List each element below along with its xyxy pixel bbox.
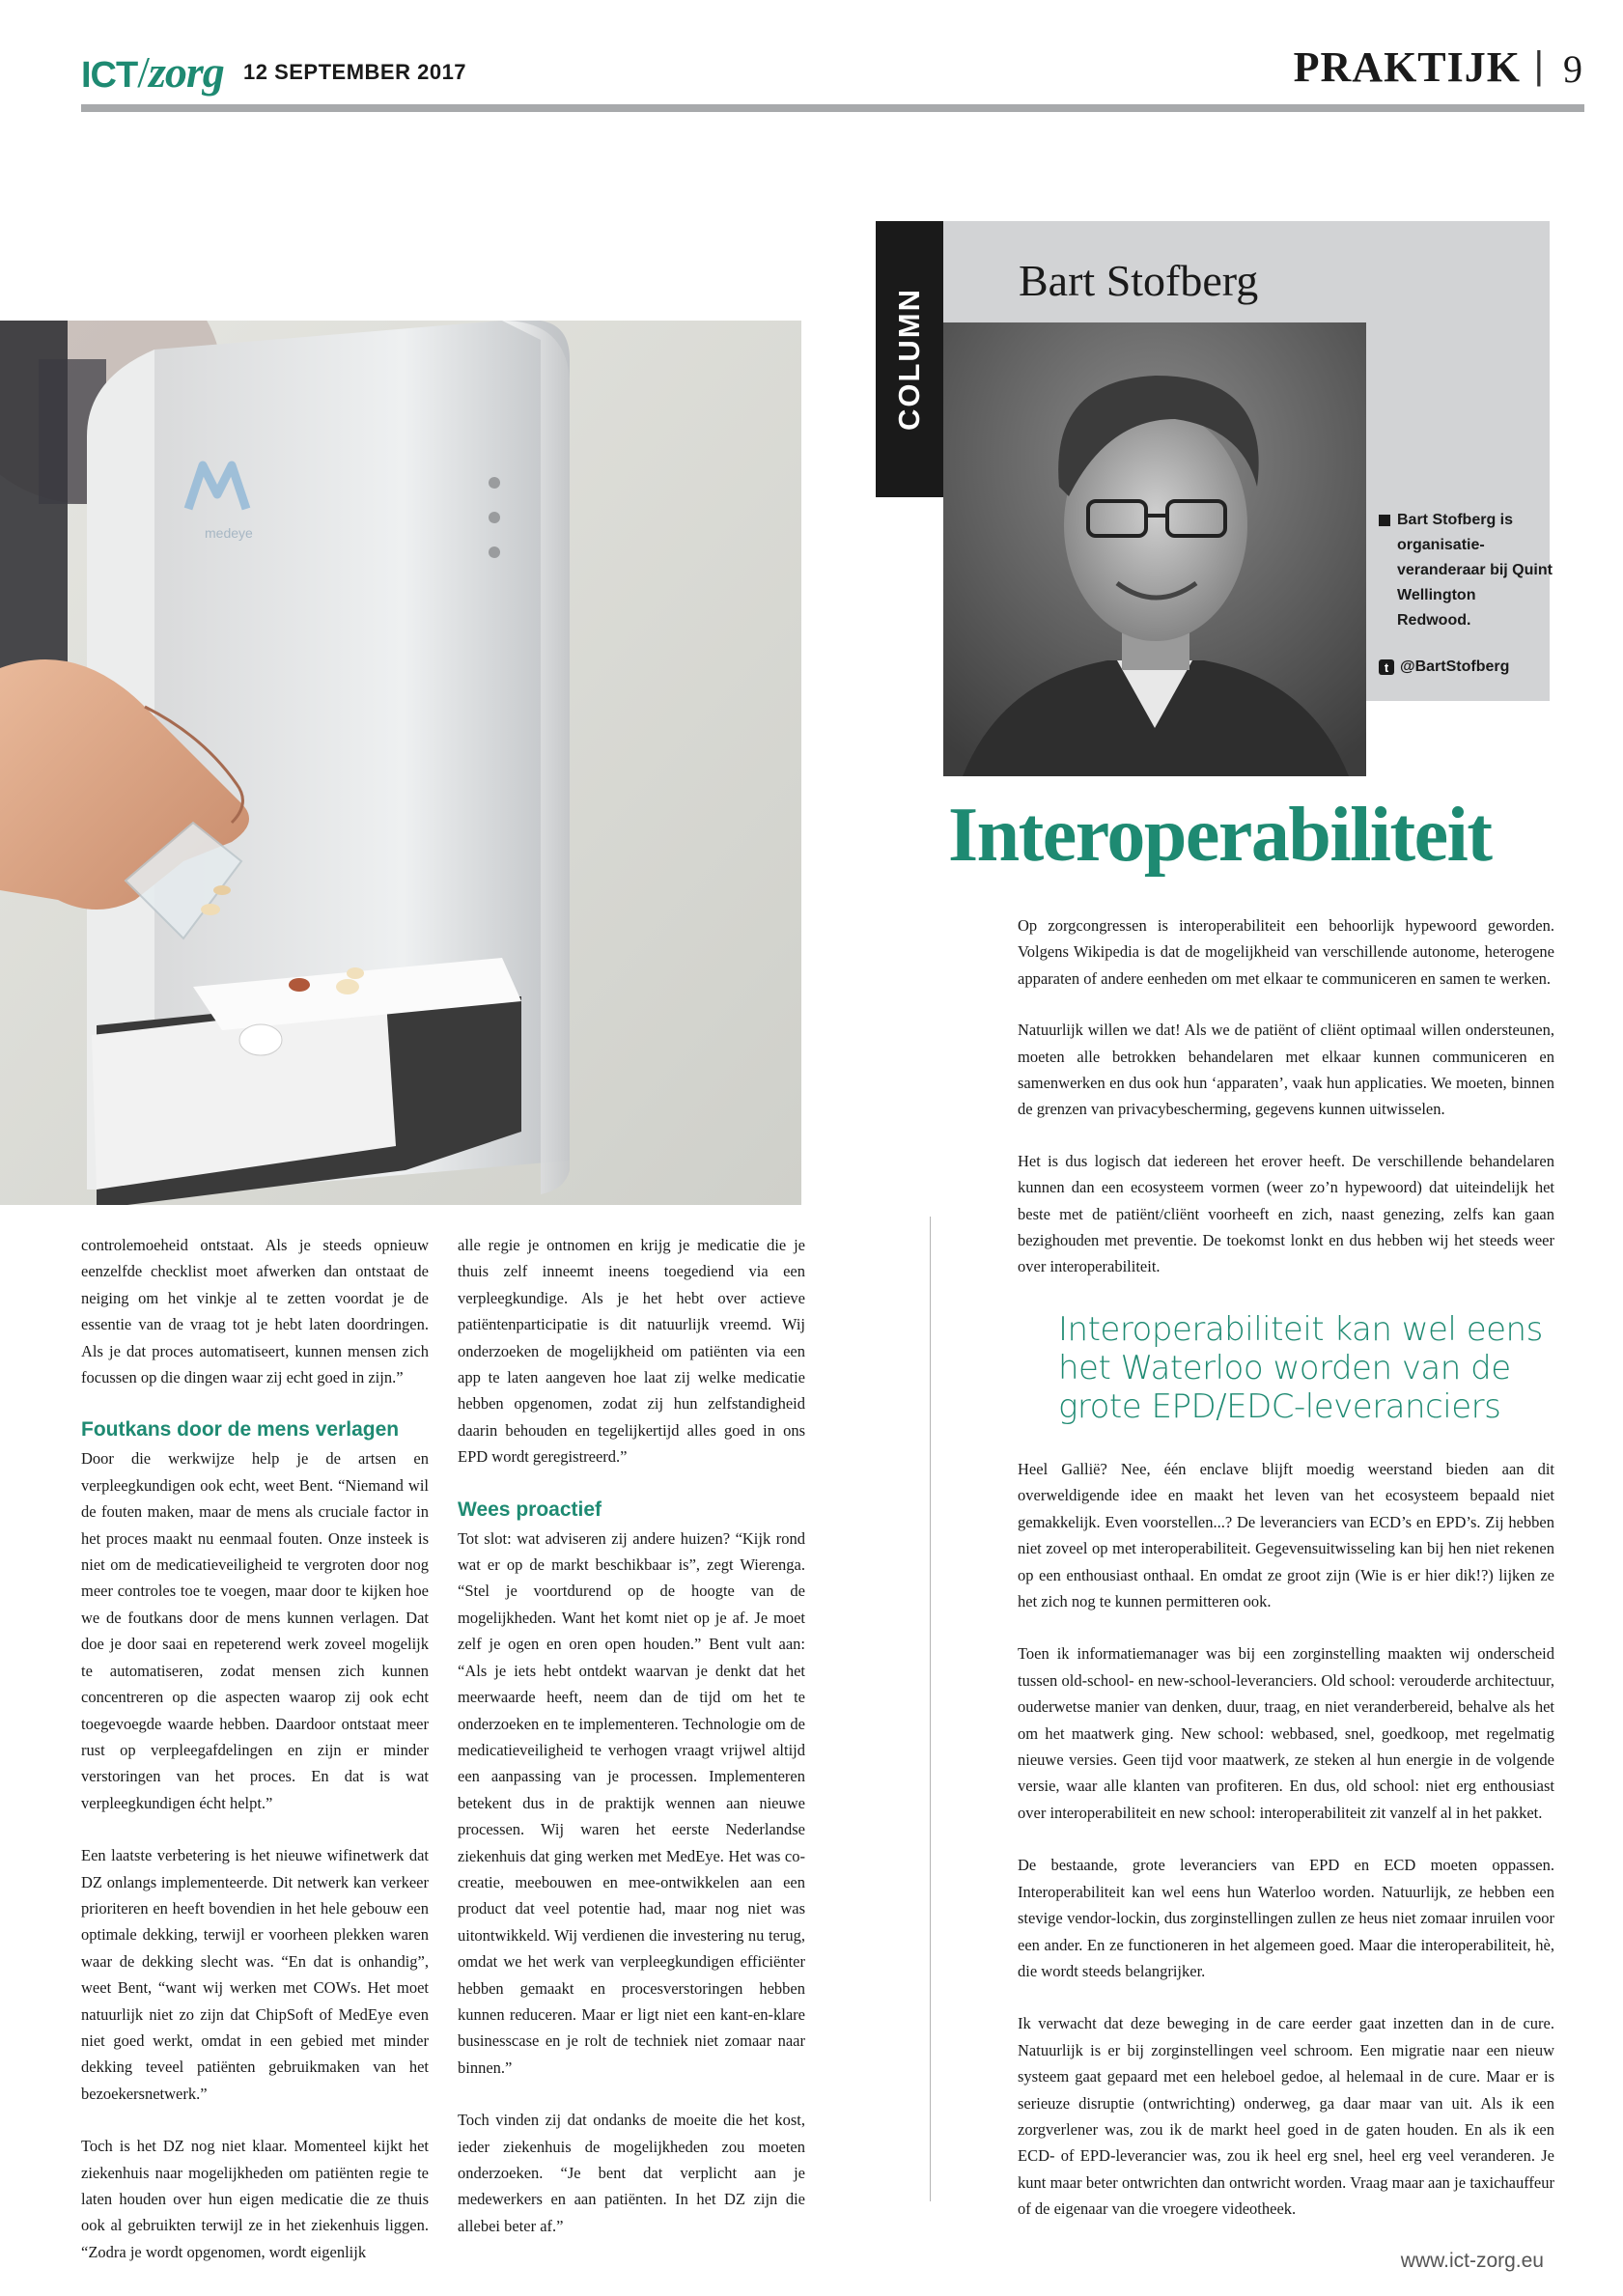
article-paragraph: alle regie je ontnomen en krijg je medicatie die je thuis zelf inneemt ineens toegediend via een verpleegkundige. Als je het hebt over actieve patiëntenparticipatie is dit natuurlijk vreemd. Wij onderzoeken de mogelijkheid om patiënten via een app te laten aangeven hoe laat zij welke medicatie hebben opgenomen, zodat zij hun zelfstandigheid daarin behouden en tegelijkertijd alles goed in ons EPD wordt geregistreerd.” [458, 1236, 805, 1467]
article-paragraph: Tot slot: wat adviseren zij andere huizen? “Kijk rond wat er op de markt beschikbaar is”, zegt Wierenga. “Stel je voortdurend op de hoogte van de mogelijkheden. Want het komt niet op je af. Je moet zelf je ogen en oren open houden.” Bent vult aan: “Als je iets hebt ontdekt waarvan je denkt dat het meerwaarde heeft, neem dan de tijd om het te onderzoeken en te implementeren. Technologie om de medicatieveiligheid te verhogen vraagt vrijwel altijd een aanpassing van je processen. Implementeren betekent dus in de praktijk wennen aan nieuwe processen. Wij waren het eerste Nederlandse ziekenhuis dat ging werken met MedEye. Het was co-creatie, meebouwen en mee-ontwikkelen aan een product dat veel potentie had, maar nog niet was uitontwikkeld. Wij verdienen die investering nu terug, omdat we het werk van verpleegkundigen efficiënter hebben gemaakt en procesverstoringen hebben kunnen reduceren. Maar er ligt niet een kant-en-klare businesscase en je rolt de techniek niet zomaar naar binnen.” [458, 1528, 805, 2077]
column-paragraph: De bestaande, grote leveranciers van EPD en ECD moeten oppassen. Interoperabiliteit kan wel eens hun Waterloo worden. Natuurlijk, ze hebben een stevige vendor-lockin, dus zorginstellingen zullen ze heus niet zomaar inruilen voor een ander. En ze functioneren in het algemeen goed. Maar die interoperabiliteit, hè, die wordt steeds belangrijker. [1018, 1856, 1554, 1980]
section-title: PRAKTIJK [1293, 43, 1521, 91]
column-paragraph: Ik verwacht dat deze beweging in de care eerder gaat inzetten dan in de cure. Natuurlijk is er bij zorginstellingen veel schroom. Een migratie naar een nieuw systeem gaat gepaard met een heleboel gedoe, al helemaal in de cure. Maar er is serieuze disruptie (ontwrichting) onderweg, ga daar maar van uit. Als ik een zorgverlener was, zou ik de markt heel goed in de gaten houden. En als ik een ECD- of EPD-leverancier was, zou ik heel erg snel, heel erg veel veranderen. Je kunt maar beter ontwrichten dan ontwricht worden. Vraag maar aan je taxichauffeur of de eigenaar van die vroegere videotheek. [1018, 2014, 1554, 2219]
header-rule [81, 104, 1584, 112]
column-tab-label: COLUMN [892, 287, 926, 432]
medication-dispenser-photo [0, 321, 801, 1205]
dispenser-illustration [0, 321, 801, 1205]
article-paragraph: controlemoeheid ontstaat. Als je steeds opnieuw eenzelfde checklist moet afwerken dan ontstaat de neiging om het vinkje al te zetten voordat je de essentie van de vraag tot je hebt laten doordringen. Als je dat proces automatiseert, kunnen mensen zich focussen op die dingen waar zij echt goed in zijn.” [81, 1236, 429, 1387]
column-tab [876, 221, 943, 497]
article-subheading: Wees proactief [458, 1498, 602, 1521]
column-intro [1018, 912, 1554, 1305]
column-headline: Interoperabiliteit [948, 793, 1492, 878]
article-column-2 [458, 1232, 805, 2265]
article-paragraph: Toch vinden zij dat ondanks de moeite die het kost, ieder ziekenhuis de mogelijkheden zou moeten onderzoeken. “Je bent dat verplicht aan je medewerkers en aan patiënten. In het DZ zijn die allebei beter af.” [458, 2111, 805, 2235]
footer-url[interactable]: www.ict-zorg.eu [1400, 2250, 1544, 2272]
column-paragraph: Heel Gallië? Nee, één enclave blijft moedig weerstand bieden aan dit overweldigende idee en maakt het leven van het ecosysteem bepaald niet gemakkelijk. Even voorstellen...? De leveranciers van ECD’s en EPD’s. Zij hebben niet zoveel op met interoperabiliteit. Gegevensuitwisseling kan bij hen niet rekenen op een enthousiast onthaal. En omdat ze groot zijn (Wie is er hier dik!?) lijken ze het zich nog te kunnen permitteren ook. [1018, 1460, 1554, 1611]
dispenser-brand-label: medeye [205, 525, 253, 541]
twitter-icon: t [1379, 659, 1394, 675]
article-column-1 [81, 1232, 429, 2291]
column-paragraph: Toen ik informatiemanager was bij een zorginstelling maakten wij onderscheid tussen old-school- en new-school-leveranciers. Old school: verouderde architectuur, ouderwetse manier van denken, duur, traag, en niet veranderbereid, behalve als het om het maatwerk ging. New school: webbased, snel, goedkoop, met regelmatig nieuwe versies. Geen tijd voor maatwerk, ze steken al hun energie in de volgende versie, waar alle klanten van profiteren. En dus, old school: niet erg enthousiast over interoperabiliteit en new school: interoperabiliteit zit vanzelf al in het pakket. [1018, 1644, 1554, 1822]
pull-quote: Interoperabiliteit kan wel eens het Waterloo worden van de grote EPD/EDC-leveranciers [1058, 1310, 1543, 1426]
author-portrait [943, 322, 1366, 776]
column-body [1018, 1456, 1554, 2249]
twitter-handle-text: @BartStofberg [1400, 658, 1510, 675]
column-divider [930, 1217, 931, 2201]
column-paragraph: Het is dus logisch dat iedereen het erover heeft. De verschillende behandelaren kunnen dan een ecosysteem vormen (weer zo’n hypewoord) dat uiteindelijk het beste met de patiënt/cliënt voorheeft en zich, naast genezing, zelfs kan gaan bezighouden met preventie. De toekomst lonkt en dus hebben wij het steeds weer over interoperabiliteit. [1018, 1151, 1554, 1276]
column-paragraph: Op zorgcongressen is interoperabiliteit een behoorlijk hypewoord geworden. Volgens Wikipedia is dat de mogelijkheid van verschillende autonome, heterogene apparaten of andere eenheden om met elkaar te communiceren en samen te werken. [1018, 916, 1554, 988]
author-photo [943, 322, 1366, 776]
column-paragraph: Natuurlijk willen we dat! Als we de patiënt of cliënt optimaal willen ondersteunen, moeten alle betrokken behandelaren met elkaar kunnen communiceren en samenwerken en dus ook hun ‘apparaten’, vaak hun applicaties. We moeten, binnen de grenzen van privacybescherming, gegevens kunnen uitwisselen. [1018, 1021, 1554, 1119]
logo-slash: / [137, 47, 149, 97]
article-paragraph: Toch is het DZ nog niet klaar. Momenteel kijkt het ziekenhuis naar mogelijkheden om patiënten regie te laten houden over hun eigen medicatie die ze thuis ook al gebruikten terwijl ze in het ziekenhuis liggen. “Zodra je wordt opgenomen, wordt eigenlijk [81, 2137, 429, 2261]
publication-logo [81, 46, 224, 98]
author-bio-text: Bart Stofberg is organisatie-veranderaar bij Quint Wellington Redwood. [1397, 512, 1553, 629]
author-name: Bart Stofberg [1019, 256, 1259, 305]
page-number: 9 [1563, 47, 1582, 91]
section-separator: | [1533, 44, 1544, 87]
article-paragraph: Een laatste verbetering is het nieuwe wifinetwerk dat DZ onlangs implementeerde. Dit netwerk kan verkeer prioriteren en heeft bovendien in het hele gebouw een optimale dekking, terwijl er voorheen plekken waren waar de dekking slecht was. “En dat is onhandig”, weet Bent, “want wij werken met COWs. Het moet natuurlijk niet zo zijn dat ChipSoft of MedEye even niet goed werkt, omdat in een gebied met minder dekking teveel patiënten gebruikmaken van het bezoekersnetwerk.” [81, 1846, 429, 2103]
article-subheading: Foutkans door de mens verlagen [81, 1418, 400, 1442]
article-paragraph: Door die werkwijze help je de artsen en verpleegkundigen ook echt, weet Bent. “Niemand wil de fouten maken, maar de mens als cruciale factor in het proces maakt nu eenmaal fouten. Onze insteek is niet om de medicatieveiligheid te vergroten door nog meer controles toe te voegen, maar door te kijken hoe we de foutkans door de mens kunnen verlagen. Dat doe je door saai en repeterend werk zoveel mogelijk te automatiseren, zodat mensen zich kunnen concentreren op die aspecten waarop zij ook echt toegevoegde waarde hebben. Daardoor ontstaat meer rust op verpleegafdelingen en zijn er minder verstoringen van het proces. En dat is wat verpleegkundigen écht helpt.” [81, 1449, 429, 1812]
logo-zorg: zorg [149, 47, 224, 97]
twitter-handle[interactable] [1379, 658, 1509, 676]
logo-ict: ICT [81, 55, 138, 96]
issue-date: 12 SEPTEMBER 2017 [243, 60, 467, 84]
author-bio [1379, 508, 1553, 633]
